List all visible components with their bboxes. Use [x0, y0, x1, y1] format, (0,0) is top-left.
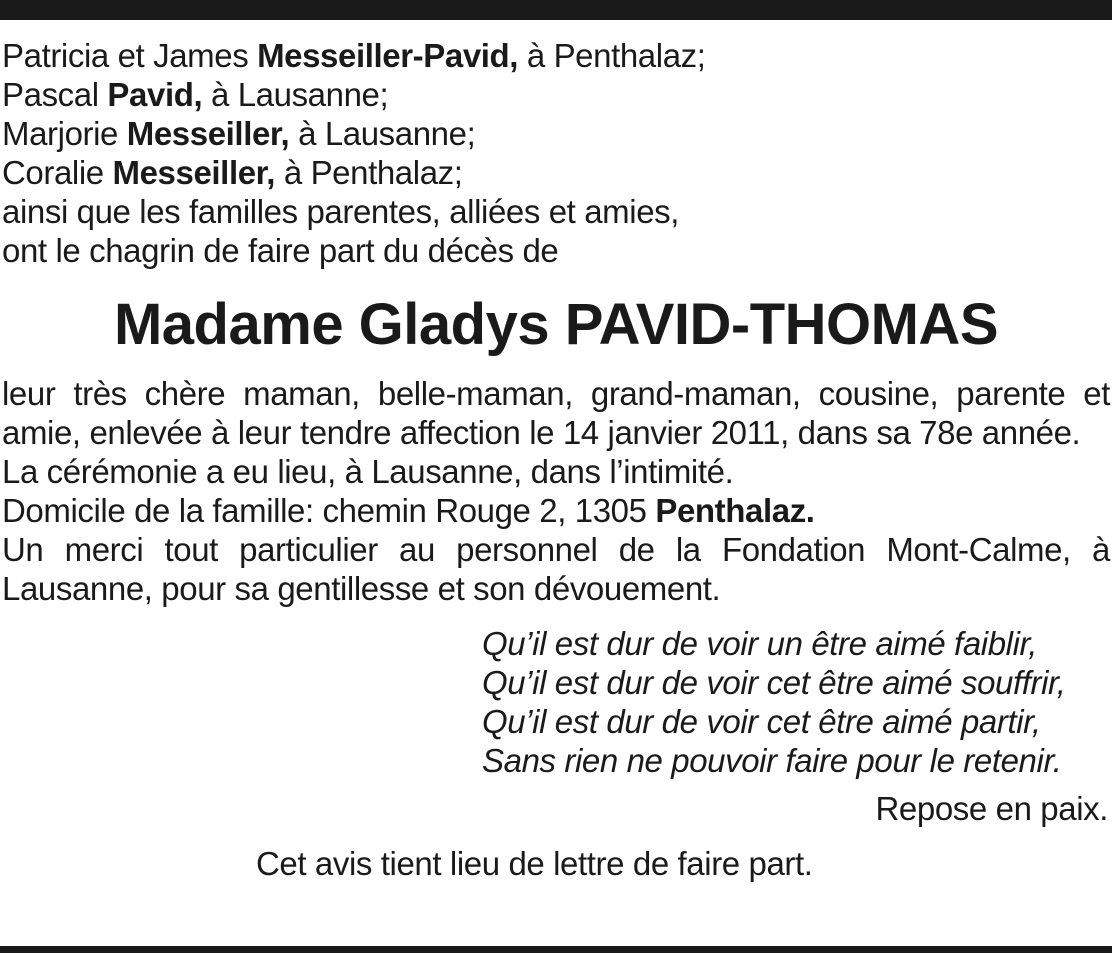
family-name: Messeiller, [112, 154, 276, 191]
family-member-line: Coralie Messeiller, à Penthalaz; [2, 154, 463, 191]
family-member-line: Patricia et James Messeiller-Pavid, à Penthalaz; [2, 37, 706, 74]
poem-line: Qu’il est dur de voir cet être aimé souffrir, [482, 664, 1066, 701]
domicile-place: Penthalaz. [655, 492, 815, 529]
poem-line: Sans rien ne pouvoir faire pour le retenir. [482, 742, 1062, 779]
family-name: Messeiller, [126, 115, 290, 152]
family-name: Pavid, [107, 76, 203, 113]
description-line-2: amie, enlevée à leur tendre affection le 14 janvier 2011, dans sa 78e année. [2, 414, 1081, 451]
top-border-rule [0, 0, 1112, 20]
description-line-1: leur très chère maman, belle-maman, grand-maman, cousine, parente et [2, 375, 1110, 412]
thanks-line-2: Lausanne, pour sa gentillesse et son dévouement. [2, 570, 721, 607]
family-name: Messeiller-Pavid, [257, 37, 519, 74]
bottom-border-rule [0, 946, 1112, 953]
closing-note: Cet avis tient lieu de lettre de faire part. [256, 845, 813, 882]
deceased-name: Madame Gladys PAVID-THOMAS [113, 292, 999, 357]
family-member-line: Pascal Pavid, à Lausanne; [2, 76, 389, 113]
ceremony-line: La cérémonie a eu lieu, à Lausanne, dans l’intimité. [2, 453, 734, 490]
obituary-notice [2, 36, 1110, 883]
rest-in-peace: Repose en paix. [875, 790, 1108, 827]
announcement-line: ont le chagrin de faire part du décès de [2, 232, 559, 269]
poem-line: Qu’il est dur de voir cet être aimé partir, [482, 703, 1041, 740]
thanks-line-1: Un merci tout particulier au personnel de la Fondation Mont-Calme, à [2, 531, 1110, 568]
domicile-line: Domicile de la famille: chemin Rouge 2, 1305 Penthalaz. [2, 492, 815, 529]
family-member-line: Marjorie Messeiller, à Lausanne; [2, 115, 476, 152]
poem [482, 624, 1110, 780]
relatives-line: ainsi que les familles parentes, alliées et amies, [2, 193, 680, 230]
poem-line: Qu’il est dur de voir un être aimé faiblir, [482, 625, 1038, 662]
